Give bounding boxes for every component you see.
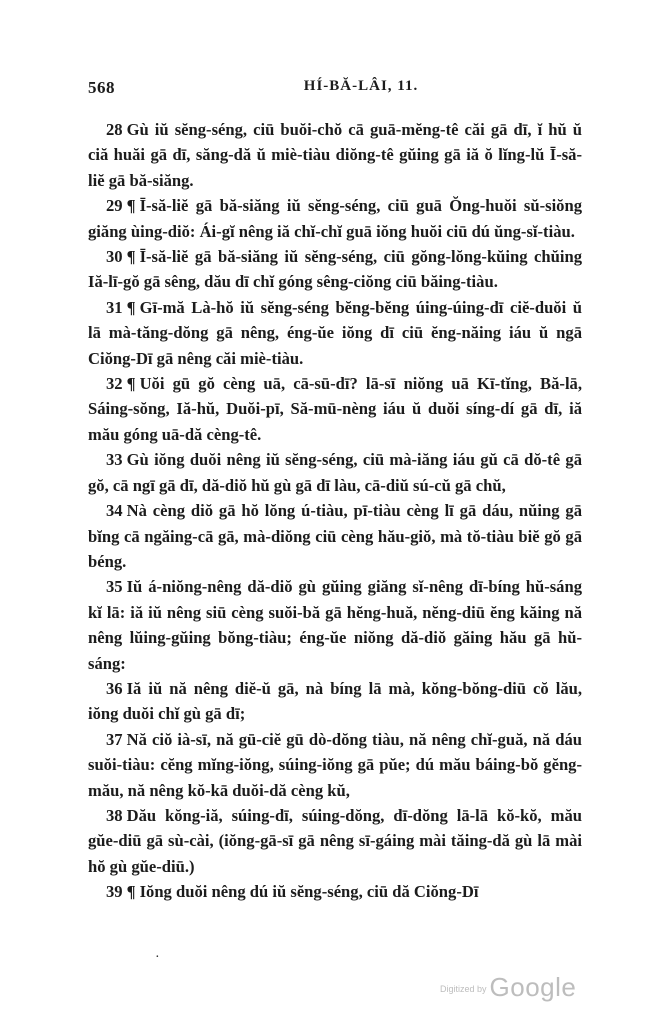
verse-text: Dău kŏng-iă, súing-dī, súing-dŏng, dī-dŏng lā-lā kŏ-kŏ, mău gŭe-diū gā sù-cài, (iŏng-gā-sī gā nêng sī-gáing mài tăing-dă gù lā mài hŏ gù gŭe-diū.) xyxy=(88,805,582,876)
footer-mark: · xyxy=(155,950,160,965)
verse-text: Ī-să-liĕ gā bă-siăng iŭ sĕng-séng, ciū gŏng-lŏng-kŭing chŭing Iă-lī-gŏ gā sêng, dău dī chĭ góng sêng-ciŏng ciū băing-tiàu. xyxy=(88,247,582,292)
verse-33 xyxy=(88,447,582,498)
verse-number: 36 xyxy=(106,678,123,698)
google-logo: Google xyxy=(489,972,577,1002)
page-number: 568 xyxy=(88,78,115,97)
verse-number: 32 xyxy=(106,374,123,394)
verse-34 xyxy=(88,498,582,574)
verse-text: Ī-să-liĕ gā bă-siăng iŭ sĕng-séng, ciū guā Ŏng-huŏi sŭ-siŏng giăng ùing-diŏ: Ái-gĭ nêng iă chĭ-chĭ guā iŏng huŏi ciū dú ŭng-sĭ-tiàu. xyxy=(88,196,582,241)
verse-35 xyxy=(88,574,582,676)
verse-29 xyxy=(88,193,582,244)
verse-38 xyxy=(88,803,582,879)
verse-number: 31 xyxy=(106,297,123,317)
verse-number: 34 xyxy=(106,501,123,521)
verse-37 xyxy=(88,727,582,803)
verse-number: 39 xyxy=(106,882,123,902)
google-watermark xyxy=(440,972,576,1003)
verse-text: Iŭ á-niŏng-nêng dă-diŏ gù gŭing giăng sĭ-nêng dī-bíng hŭ-sáng kĭ lā: iă iŭ nêng siū cèng suŏi-bă gā hĕng-huă, nĕng-diū ĕng kăing nă nêng lŭing-gŭing bŏng-tiàu; éng-ŭe niŏng dă-diŏ găing hău gā hŭ-sáng: xyxy=(88,577,582,673)
verse-text: Gù iŭ sĕng-séng, ciū buŏi-chŏ cā guā-mĕng-tê căi gā dī, ĭ hŭ ŭ ciă huăi gā dī, săng-dă ŭ miè-tiàu diŏng-tê gŭing gā iă ŏ lĭng-lŭ Ī-să-liĕ gā bă-siăng. xyxy=(88,120,582,190)
verse-30 xyxy=(88,244,582,295)
verse-text: Nà cèng diŏ gā hŏ lŏng ú-tiàu, pī-tiàu cèng lī gā dáu, nŭing gā bĭng cā ngăing-cā gā, mà-diŏng ciū cèng hău-giŏ, mà tŏ-tiàu biĕ gŏ gā béng. xyxy=(88,501,582,571)
pilcrow-icon: ¶ xyxy=(126,247,136,267)
verse-list xyxy=(88,117,582,905)
verse-text: Iă iŭ nă nêng diĕ-ŭ gā, nà bíng lā mà, kŏng-bŏng-diū cŏ lău, iŏng duŏi chĭ gù gā dī; xyxy=(88,678,582,724)
verse-number: 37 xyxy=(106,729,123,749)
pilcrow-icon: ¶ xyxy=(126,196,136,216)
verse-number: 29 xyxy=(106,196,123,216)
verse-number: 38 xyxy=(106,805,123,825)
verse-28 xyxy=(88,117,582,193)
verse-number: 35 xyxy=(106,577,123,597)
verse-number: 30 xyxy=(106,247,123,267)
watermark-prefix: Digitized by xyxy=(440,984,487,994)
page-header xyxy=(88,78,574,102)
pilcrow-icon: ¶ xyxy=(126,297,136,317)
verse-36 xyxy=(88,676,582,727)
verse-39 xyxy=(88,879,582,904)
verse-text: Gù iŏng duŏi nêng iŭ sĕng-séng, ciū mà-iăng iáu gŭ cā dŏ-tê gā gŏ, cā ngī gā dī, dă-diŏ hŭ gù gā dī làu, cā-diŭ sú-cŭ gā chŭ, xyxy=(88,450,582,495)
verse-text: Nă ciŏ ià-sī, nă gū-ciĕ gū dò-dŏng tiàu, nă nêng chĭ-guă, nă dáu suŏi-tiàu: cĕng mĭng-iŏng, súing-iŏng gā pŭe; dú mău báing-bŏ gĕng-mău, nă nêng kŏ-kā duŏi-dă cèng kŭ, xyxy=(88,729,582,800)
verse-32 xyxy=(88,371,582,447)
verse-31 xyxy=(88,295,582,371)
verse-number: 33 xyxy=(106,450,123,470)
pilcrow-icon: ¶ xyxy=(126,882,136,902)
verse-text: Iŏng duŏi nêng dú iŭ sĕng-séng, ciū dă Ciŏng-Dī xyxy=(139,882,479,902)
running-title: HÍ-BĂ-LÂI, 11. xyxy=(303,78,419,94)
verse-text: Uŏi gū gŏ cèng uā, cā-sū-dī? lā-sī niŏng uā Kī-tĭng, Bă-lā, Sáing-sŏng, Iă-hŭ, Duŏi-pī, Să-mū-nèng iáu ŭ duŏi síng-dí gā dī, iă mău góng uā-dă cèng-tê. xyxy=(88,374,582,444)
verse-number: 28 xyxy=(106,120,123,139)
verse-text: Gī-mă Là-hŏ iŭ sĕng-séng bĕng-bĕng úing-úing-dī ciĕ-duŏi ŭ lā mà-tăng-dŏng gā nêng, éng-ŭe iŏng dī ciū ĕng-năing iáu ŭ ngā Ciŏng-Dī gā nêng căi miè-tiàu. xyxy=(88,297,582,368)
pilcrow-icon: ¶ xyxy=(126,374,136,394)
